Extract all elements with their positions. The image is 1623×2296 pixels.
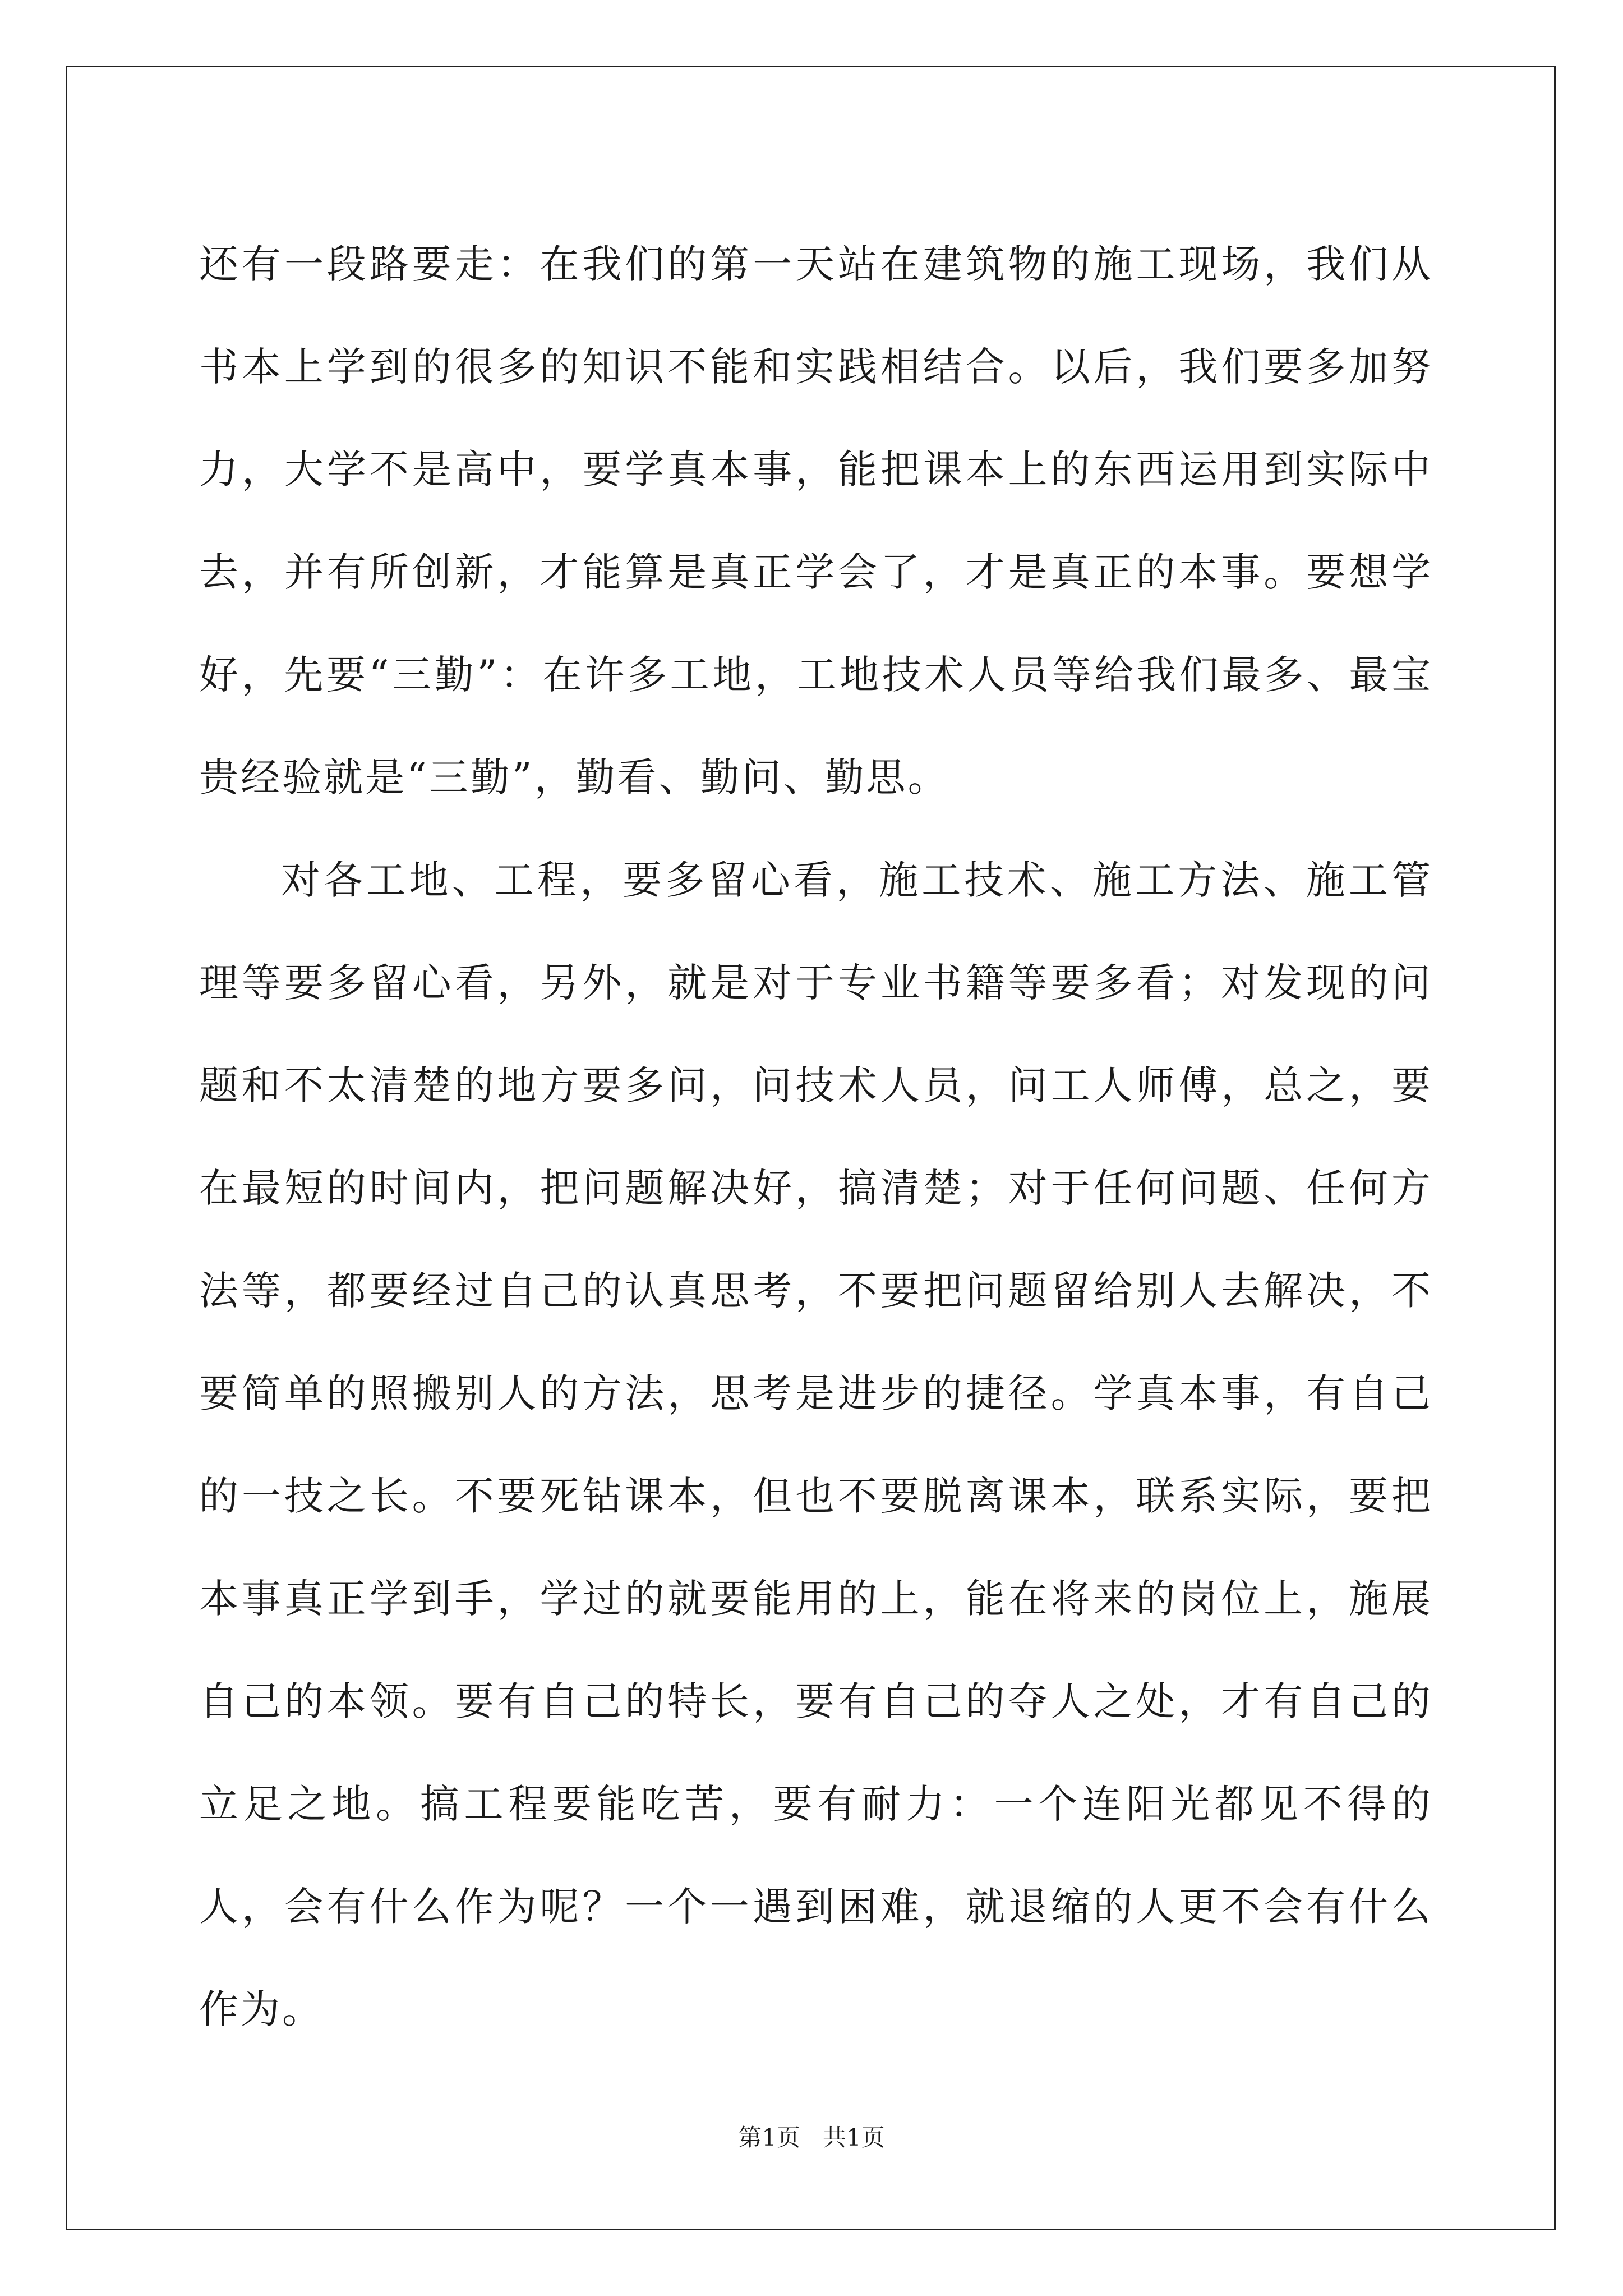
page-number-footer: 第1页 共1页 xyxy=(738,2124,885,2151)
document-body xyxy=(199,213,1433,2061)
paragraph-2: 对各工地、工程，要多留心看，施工技术、施工方法、施工管理等要多留心看，另外，就是对于专业书籍等要多看；对发现的问题和不太清楚的地方要多问，问技术人员，问工人师傅，总之，要在最短的时间内，把问题解决好，搞清楚；对于任何问题、任何方法等，都要经过自己的认真思考，不要把问题留给别人去解决，不要简单的照搬别人的方法，思考是进步的捷径。学真本事，有自己的一技之长。不要死钻课本，但也不要脱离课本，联系实际，要把本事真正学到手，学过的就要能用的上，能在将来的岗位上，施展自己的本领。要有自己的特长，要有自己的夺人之处，才有自己的立足之地。搞工程要能吃苦，要有耐力：一个连阳光都见不得的人，会有什么作为呢？一个一遇到困难，就退缩的人更不会有什么作为。 xyxy=(199,857,1433,2032)
paragraph-1: 还有一段路要走：在我们的第一天站在建筑物的施工现场，我们从书本上学到的很多的知识不能和实践相结合。以后，我们要多加努力，大学不是高中，要学真本事，能把课本上的东西运用到实际中去，并有所创新，才能算是真正学会了，才是真正的本事。要想学好，先要“三勤”：在许多工地，工地技术人员等给我们最多、最宝贵经验就是“三勤”，勤看、勤问、勤思。 xyxy=(199,241,1433,800)
